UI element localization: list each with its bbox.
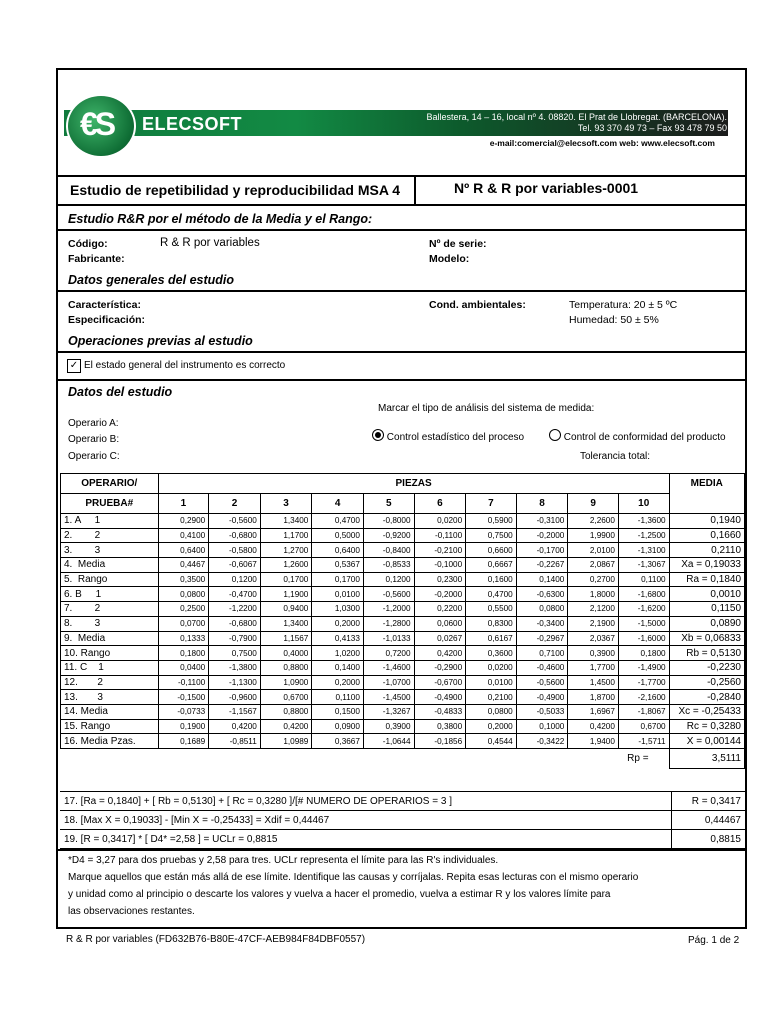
table-cell: 0,7100 <box>516 646 568 661</box>
table-cell: -1,7700 <box>618 675 669 690</box>
summary-table <box>60 791 745 849</box>
serie-label: Nº de serie: <box>429 238 487 250</box>
table-cell: 0,6400 <box>312 543 364 558</box>
piece-number-header: 6 <box>414 494 466 514</box>
table-cell: 0,1400 <box>312 660 364 675</box>
table-cell: 0,4700 <box>312 514 364 529</box>
divider <box>58 229 745 231</box>
table-cell: -0,5600 <box>363 587 414 602</box>
piezas-header: PIEZAS <box>158 474 669 494</box>
table-cell: 2,1200 <box>568 602 619 617</box>
table-cell: 0,5000 <box>312 528 364 543</box>
table-cell: 0,2000 <box>312 675 364 690</box>
table-cell: 0,2000 <box>312 616 364 631</box>
table-cell: 1,9900 <box>568 528 619 543</box>
table-cell: 0,0900 <box>312 719 364 734</box>
row-label: 11. C 1 <box>61 660 159 675</box>
row-label: 12. 2 <box>61 675 159 690</box>
table-cell: 1,3400 <box>260 616 312 631</box>
table-cell: -0,6800 <box>209 528 261 543</box>
table-cell: 0,0800 <box>466 704 517 719</box>
table-row <box>61 719 745 734</box>
summary-value: R = 0,3417 <box>671 792 745 811</box>
table-cell: 0,7500 <box>209 646 261 661</box>
note-line: Marque aquellos que están más allá de ese límite. Identifique las causas y corríjalas. Repita esas lecturas con el mismo operario <box>68 872 639 883</box>
table-cell: -0,8400 <box>363 543 414 558</box>
table-cell: -0,3100 <box>516 514 568 529</box>
table-cell: 1,8700 <box>568 690 619 705</box>
table-cell: -0,0733 <box>158 704 209 719</box>
table-cell: -0,6067 <box>209 558 261 573</box>
table-cell: -0,6700 <box>414 675 466 690</box>
table-row <box>61 528 745 543</box>
table-cell: -1,3067 <box>618 558 669 573</box>
table-cell: -1,3600 <box>618 514 669 529</box>
table-cell: 1,3400 <box>260 514 312 529</box>
checkbox-label: El estado general del instrumento es correcto <box>84 360 286 371</box>
summary-value: 0,44467 <box>671 811 745 830</box>
table-cell: 0,0800 <box>158 587 209 602</box>
table-cell: -1,0644 <box>363 734 414 749</box>
table-cell: 0,6700 <box>260 690 312 705</box>
row-label: 3. 3 <box>61 543 159 558</box>
table-cell: 1,2600 <box>260 558 312 573</box>
document-frame <box>56 68 747 929</box>
table-cell: 0,8300 <box>466 616 517 631</box>
table-cell: -0,2900 <box>414 660 466 675</box>
table-cell: -0,5600 <box>516 675 568 690</box>
table-cell: 0,0800 <box>516 602 568 617</box>
table-cell: 0,1100 <box>618 572 669 587</box>
piece-number-header: 10 <box>618 494 669 514</box>
table-cell: 0,6667 <box>466 558 517 573</box>
table-cell: 0,8800 <box>260 660 312 675</box>
note-line: y unidad como al principio o descarte los valores y vuelva a hacer el promedio, vuelva a estimar R y los valores límite para <box>68 889 611 900</box>
piece-number-header: 9 <box>568 494 619 514</box>
table-row <box>61 616 745 631</box>
divider <box>58 849 745 851</box>
row-media: -0,2840 <box>669 690 744 705</box>
company-contact: e-mail:comercial@elecsoft.com web: www.elecsoft.com <box>489 138 715 148</box>
piece-number-header: 4 <box>312 494 364 514</box>
divider <box>414 177 416 204</box>
especificacion-label: Especificación: <box>68 314 146 326</box>
piece-number-header: 8 <box>516 494 568 514</box>
table-cell: -0,5600 <box>209 514 261 529</box>
table-cell: -1,6000 <box>618 631 669 646</box>
table-cell: 1,4500 <box>568 675 619 690</box>
piece-number-header: 5 <box>363 494 414 514</box>
table-cell: 0,4200 <box>568 719 619 734</box>
table-cell: -0,3422 <box>516 734 568 749</box>
table-cell: 0,4133 <box>312 631 364 646</box>
operario-b-label: Operario B: <box>68 434 120 445</box>
divider <box>58 175 745 177</box>
table-cell: -1,2200 <box>209 602 261 617</box>
row-label: 5. Rango <box>61 572 159 587</box>
table-cell: 0,2700 <box>568 572 619 587</box>
table-cell: 0,2200 <box>414 602 466 617</box>
table-cell: 0,7200 <box>363 646 414 661</box>
row-label: 8. 3 <box>61 616 159 631</box>
table-cell: -0,1100 <box>414 528 466 543</box>
row-media: Rb = 0,5130 <box>669 646 744 661</box>
table-cell: -0,2000 <box>516 528 568 543</box>
table-cell: 1,0989 <box>260 734 312 749</box>
note-line: *D4 = 3,27 para dos pruebas y 2,58 para tres. UCLr representa el límite para las R's individuales. <box>68 855 499 866</box>
row-media: Ra = 0,1840 <box>669 572 744 587</box>
rp-row <box>61 749 745 769</box>
row-label: 13. 3 <box>61 690 159 705</box>
footer-document-id: R & R por variables (FD632B76-B80E-47CF-AEB984F84DBF0557) <box>66 934 366 945</box>
table-cell: -1,1300 <box>209 675 261 690</box>
codigo-label: Código: <box>68 238 108 250</box>
table-cell: 1,7700 <box>568 660 619 675</box>
operario-header: OPERARIO/ <box>61 474 159 494</box>
table-cell: 0,1700 <box>260 572 312 587</box>
table-cell: 2,0100 <box>568 543 619 558</box>
row-label: 15. Rango <box>61 719 159 734</box>
summary-row <box>60 792 745 811</box>
address-line-2: Tel. 93 370 49 73 – Fax 93 478 79 50 <box>577 123 727 133</box>
row-media: Xb = 0,06833 <box>669 631 744 646</box>
table-cell: -0,2100 <box>414 543 466 558</box>
row-media: X = 0,00144 <box>669 734 744 749</box>
brand-name: ELECSOFT <box>142 114 243 134</box>
row-media: -0,2230 <box>669 660 744 675</box>
table-cell: 1,2700 <box>260 543 312 558</box>
method-heading: Estudio R&R por el método de la Media y el Rango: <box>68 212 373 226</box>
table-cell: -0,8511 <box>209 734 261 749</box>
table-cell: 0,5500 <box>466 602 517 617</box>
checkbox-estado-instrumento[interactable]: ✓ <box>67 359 81 373</box>
operario-c-label: Operario C: <box>68 451 120 462</box>
table-cell: -1,8067 <box>618 704 669 719</box>
radio-selected-icon <box>372 429 384 441</box>
table-cell: -1,6200 <box>618 602 669 617</box>
table-cell: -0,6300 <box>516 587 568 602</box>
table-cell: 0,1000 <box>516 719 568 734</box>
table-cell: -0,9600 <box>209 690 261 705</box>
row-media: -0,2560 <box>669 675 744 690</box>
fabricante-label: Fabricante: <box>68 253 125 265</box>
table-cell: -1,6800 <box>618 587 669 602</box>
table-cell: -0,5033 <box>516 704 568 719</box>
table-row <box>61 514 745 529</box>
piece-number-header: 7 <box>466 494 517 514</box>
table-cell: -1,3800 <box>209 660 261 675</box>
modelo-label: Modelo: <box>429 253 470 265</box>
media-header: MEDIA <box>669 474 744 514</box>
table-cell: 0,0100 <box>466 675 517 690</box>
notes <box>68 852 638 920</box>
table-cell: 0,5367 <box>312 558 364 573</box>
table-row <box>61 690 745 705</box>
table-cell: 0,7500 <box>466 528 517 543</box>
table-cell: 0,3900 <box>363 719 414 734</box>
table-cell: 0,1700 <box>312 572 364 587</box>
table-cell: -1,1567 <box>209 704 261 719</box>
table-cell: -0,5800 <box>209 543 261 558</box>
table-cell: -1,4500 <box>363 690 414 705</box>
table-cell: -0,2967 <box>516 631 568 646</box>
temperatura: Temperatura: 20 ± 5 ºC <box>569 299 678 311</box>
table-cell: -0,7900 <box>209 631 261 646</box>
table-cell: 1,0200 <box>312 646 364 661</box>
table-cell: -0,6800 <box>209 616 261 631</box>
summary-row <box>60 830 745 849</box>
row-media: 0,2110 <box>669 543 744 558</box>
humedad: Humedad: 50 ± 5% <box>569 314 659 326</box>
table-cell: 0,3800 <box>414 719 466 734</box>
table-cell: -0,9200 <box>363 528 414 543</box>
divider <box>58 204 745 206</box>
table-cell: 0,2000 <box>466 719 517 734</box>
piece-number-header: 1 <box>158 494 209 514</box>
table-cell: 0,9400 <box>260 602 312 617</box>
table-cell: 0,1200 <box>209 572 261 587</box>
divider <box>58 290 745 292</box>
piece-number-header: 2 <box>209 494 261 514</box>
table-cell: 0,1333 <box>158 631 209 646</box>
table-cell: 0,1500 <box>312 704 364 719</box>
row-label: 4. Media <box>61 558 159 573</box>
summary-value: 0,8815 <box>671 830 745 849</box>
table-cell: 0,1800 <box>618 646 669 661</box>
logo-mark: €S <box>80 106 114 142</box>
row-media: 0,0010 <box>669 587 744 602</box>
table-cell: 0,0400 <box>158 660 209 675</box>
table-cell: 1,1700 <box>260 528 312 543</box>
table-cell: -1,4900 <box>618 660 669 675</box>
table-cell: -0,2267 <box>516 558 568 573</box>
table-cell: 0,4467 <box>158 558 209 573</box>
tolerancia-label: Tolerancia total: <box>580 451 651 462</box>
table-row <box>61 704 745 719</box>
table-cell: -0,1700 <box>516 543 568 558</box>
row-media: 0,1150 <box>669 602 744 617</box>
table-cell: 1,0900 <box>260 675 312 690</box>
table-cell: -0,8533 <box>363 558 414 573</box>
table-cell: -1,3267 <box>363 704 414 719</box>
table-cell: -0,4900 <box>414 690 466 705</box>
table-cell: 0,4200 <box>209 719 261 734</box>
rp-value: 3,5111 <box>669 749 744 769</box>
cond-label: Cond. ambientales: <box>429 299 526 311</box>
row-media: 0,1660 <box>669 528 744 543</box>
table-cell: 1,9400 <box>568 734 619 749</box>
table-cell: 0,4100 <box>158 528 209 543</box>
table-cell: 0,0200 <box>414 514 466 529</box>
table-cell: 2,2600 <box>568 514 619 529</box>
row-media: Rc = 0,3280 <box>669 719 744 734</box>
table-cell: -1,0700 <box>363 675 414 690</box>
table-cell: -0,4833 <box>414 704 466 719</box>
table-cell: -1,2500 <box>618 528 669 543</box>
row-media: 0,1940 <box>669 514 744 529</box>
footer-page: Pág. 1 de 2 <box>688 935 740 946</box>
table-cell: 0,0100 <box>312 587 364 602</box>
table-cell: 0,2300 <box>414 572 466 587</box>
table-cell: 0,6600 <box>466 543 517 558</box>
table-cell: 0,2500 <box>158 602 209 617</box>
table-cell: 0,6700 <box>618 719 669 734</box>
table-cell: -0,1500 <box>158 690 209 705</box>
table-cell: 0,0700 <box>158 616 209 631</box>
table-cell: -0,4600 <box>516 660 568 675</box>
table-cell: -0,3400 <box>516 616 568 631</box>
row-label: 7. 2 <box>61 602 159 617</box>
table-cell: 0,1689 <box>158 734 209 749</box>
row-label: 9. Media <box>61 631 159 646</box>
table-cell: 0,1100 <box>312 690 364 705</box>
table-row <box>61 631 745 646</box>
table-cell: 0,1200 <box>363 572 414 587</box>
table-cell: 0,2900 <box>158 514 209 529</box>
divider <box>58 379 745 381</box>
table-cell: -0,1000 <box>414 558 466 573</box>
table-cell: -1,2000 <box>363 602 414 617</box>
table-cell: 0,4700 <box>466 587 517 602</box>
prueba-header: PRUEBA# <box>61 494 159 514</box>
table-cell: 0,4000 <box>260 646 312 661</box>
row-media: Xa = 0,19033 <box>669 558 744 573</box>
table-cell: 0,0267 <box>414 631 466 646</box>
company-address <box>427 112 727 134</box>
data-table <box>60 473 745 769</box>
general-heading: Datos generales del estudio <box>68 273 235 287</box>
table-cell: -1,5000 <box>618 616 669 631</box>
row-media: Xc = -0,25433 <box>669 704 744 719</box>
radio-control-conformidad-label: Control de conformidad del producto <box>563 432 726 443</box>
address-line-1: Ballestera, 14 – 16, local nº 4. 08820. El Prat de Llobregat. (BARCELONA). <box>426 112 727 122</box>
table-cell: 0,6167 <box>466 631 517 646</box>
table-cell: 2,0867 <box>568 558 619 573</box>
row-media: 0,0890 <box>669 616 744 631</box>
table-row <box>61 675 745 690</box>
table-row <box>61 543 745 558</box>
operario-a-label: Operario A: <box>68 418 119 429</box>
table-cell: 0,6400 <box>158 543 209 558</box>
radio-control-conformidad[interactable] <box>549 429 726 443</box>
table-cell: -0,1100 <box>158 675 209 690</box>
table-row <box>61 587 745 602</box>
table-cell: -1,2800 <box>363 616 414 631</box>
table-cell: 1,1567 <box>260 631 312 646</box>
table-cell: 0,3900 <box>568 646 619 661</box>
table-cell: -1,0133 <box>363 631 414 646</box>
table-row <box>61 602 745 617</box>
table-cell: 0,1600 <box>466 572 517 587</box>
row-label: 2. 2 <box>61 528 159 543</box>
table-cell: -0,4900 <box>516 690 568 705</box>
radio-control-estadistico-label: Control estadístico del proceso <box>386 432 525 443</box>
table-cell: 0,5900 <box>466 514 517 529</box>
table-row <box>61 646 745 661</box>
table-cell: 0,1400 <box>516 572 568 587</box>
table-cell: 0,0600 <box>414 616 466 631</box>
radio-unselected-icon <box>549 429 561 441</box>
table-cell: 2,0367 <box>568 631 619 646</box>
row-label: 1. A 1 <box>61 514 159 529</box>
marcar-text: Marcar el tipo de análisis del sistema de medida: <box>378 403 595 414</box>
table-cell: 0,1800 <box>158 646 209 661</box>
radio-control-estadistico[interactable] <box>372 429 524 443</box>
document-number: Nº R & R por variables-0001 <box>454 180 639 196</box>
table-cell: -0,1856 <box>414 734 466 749</box>
table-row <box>61 660 745 675</box>
piece-number-header: 3 <box>260 494 312 514</box>
summary-row <box>60 811 745 830</box>
row-label: 10. Rango <box>61 646 159 661</box>
table-cell: -1,5711 <box>618 734 669 749</box>
table-cell: -1,3100 <box>618 543 669 558</box>
summary-text: 17. [Ra = 0,1840] + [ Rb = 0,5130] + [ Rc = 0,3280 ]/[# NUMERO DE OPERARIOS = 3 ] <box>60 792 671 811</box>
table-cell: 0,8800 <box>260 704 312 719</box>
table-cell: 1,0300 <box>312 602 364 617</box>
table-cell: 0,4544 <box>466 734 517 749</box>
summary-text: 19. [R = 0,3417] * [ D4* =2,58 ] = UCLr = 0,8815 <box>60 830 671 849</box>
previas-heading: Operaciones previas al estudio <box>68 334 253 348</box>
table-cell: -0,2000 <box>414 587 466 602</box>
table-cell: -0,8000 <box>363 514 414 529</box>
summary-text: 18. [Max X = 0,19033] - [Min X = -0,25433] = Xdif = 0,44467 <box>60 811 671 830</box>
caracteristica-label: Característica: <box>68 299 141 311</box>
datos-heading: Datos del estudio <box>68 385 173 399</box>
table-cell: 1,6967 <box>568 704 619 719</box>
table-cell: 0,1900 <box>158 719 209 734</box>
table-cell: 0,3600 <box>466 646 517 661</box>
row-label: 14. Media <box>61 704 159 719</box>
table-row <box>61 558 745 573</box>
table-row <box>61 572 745 587</box>
table-cell: 0,3500 <box>158 572 209 587</box>
table-cell: 0,2100 <box>466 690 517 705</box>
table-row <box>61 734 745 749</box>
document-title: Estudio de repetibilidad y reproducibilidad MSA 4 <box>70 182 401 198</box>
rp-label: Rp = <box>61 749 670 769</box>
note-line: las observaciones restantes. <box>68 906 195 917</box>
codigo-value: R & R por variables <box>160 237 260 249</box>
table-cell: -2,1600 <box>618 690 669 705</box>
table-cell: 0,0200 <box>466 660 517 675</box>
row-label: 6. B 1 <box>61 587 159 602</box>
table-cell: 2,1900 <box>568 616 619 631</box>
table-cell: 1,8000 <box>568 587 619 602</box>
divider <box>58 351 745 353</box>
row-label: 16. Media Pzas. <box>61 734 159 749</box>
table-cell: 1,1900 <box>260 587 312 602</box>
table-cell: -0,4700 <box>209 587 261 602</box>
table-cell: -1,4600 <box>363 660 414 675</box>
table-cell: 0,3667 <box>312 734 364 749</box>
table-cell: 0,4200 <box>414 646 466 661</box>
table-cell: 0,4200 <box>260 719 312 734</box>
